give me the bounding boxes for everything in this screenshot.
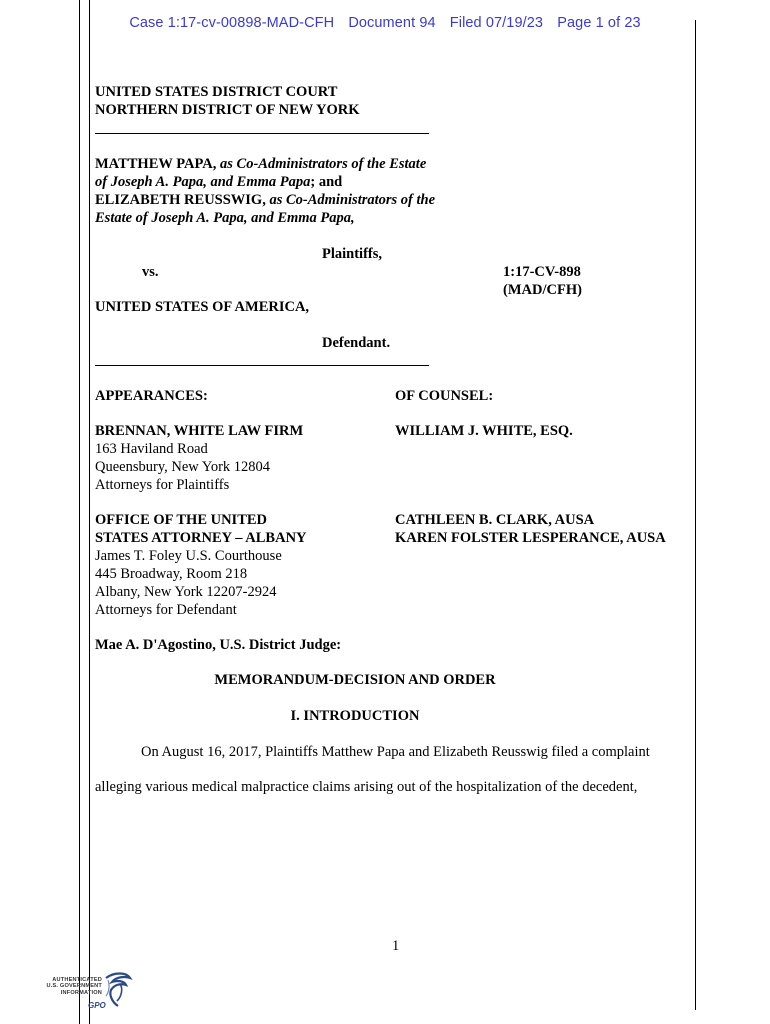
firm-2-name-1: OFFICE OF THE UNITED (95, 512, 268, 528)
left-margin-rule-outer (79, 0, 80, 1024)
plaintiffs-label: Plaintiffs, (322, 246, 383, 262)
firm-2-role: Attorneys for Defendant (95, 602, 237, 618)
plaintiff-1-role-b: of Joseph A. Papa, and Emma Papa (95, 174, 311, 190)
defendant-name: UNITED STATES OF AMERICA, (95, 299, 310, 315)
gpo-authentication-seal (44, 970, 134, 1014)
firm-2-name-2: STATES ATTORNEY – ALBANY (95, 530, 307, 546)
firm-1-role: Attorneys for Plaintiffs (95, 477, 230, 493)
filing-header (0, 14, 770, 32)
document-number: Document 94 (348, 15, 436, 31)
plaintiff-2-line-b (95, 209, 455, 227)
gpo-seal-text (44, 977, 102, 996)
body-line-2: alleging various medical malpractice claims arising out of the hospitalization of the decedent, (95, 779, 638, 795)
plaintiff-1-name: MATTHEW PAPA, (95, 156, 217, 172)
firm-2-address-3: Albany, New York 12207-2924 (95, 584, 277, 600)
document-title: MEMORANDUM-DECISION AND ORDER (214, 672, 496, 688)
appearances-heading: APPEARANCES: (95, 388, 208, 404)
case-number-line-1: 1:17-CV-898 (503, 264, 581, 280)
plaintiff-1-line-b (95, 173, 455, 191)
section-heading: I. INTRODUCTION (290, 708, 420, 724)
plaintiffs-block (95, 155, 455, 227)
firm-2-address-2: 445 Broadway, Room 218 (95, 566, 248, 582)
case-number: Case 1:17-cv-00898-MAD-CFH (129, 15, 335, 31)
plaintiff-counsel-block (95, 422, 303, 494)
firm-1-counsel: WILLIAM J. WHITE, ESQ. (395, 423, 573, 439)
defendant-label: Defendant. (322, 335, 391, 351)
caption-bottom-rule (95, 365, 429, 366)
filed-date: Filed 07/19/23 (449, 15, 544, 31)
page-count: Page 1 of 23 (557, 15, 641, 31)
page-number: 1 (392, 938, 400, 954)
caption-and: ; and (310, 174, 343, 190)
body-line-1: On August 16, 2017, Plaintiffs Matthew Papa and Elizabeth Reusswig filed a complaint (141, 744, 650, 760)
plaintiff-1-line-a (95, 155, 455, 173)
court-line-2: NORTHERN DISTRICT OF NEW YORK (95, 102, 360, 118)
defendant-counsel-block (95, 511, 307, 619)
firm-2-counsel-2: KAREN FOLSTER LESPERANCE, AUSA (395, 530, 666, 546)
plaintiff-1-role-a: as Co-Administrators of the Estate (220, 156, 427, 172)
firm-1-address-2: Queensbury, New York 12804 (95, 459, 271, 475)
gpo-line-1: AUTHENTICATED (52, 977, 102, 983)
court-name (95, 83, 360, 119)
court-line-1: UNITED STATES DISTRICT COURT (95, 84, 338, 100)
plaintiff-2-line-a (95, 191, 455, 209)
plaintiff-2-role-a: as Co-Administrators of the (269, 192, 436, 208)
of-counsel-heading: OF COUNSEL: (395, 388, 494, 404)
gpo-line-3: INFORMATION (60, 989, 102, 996)
case-number-block (503, 263, 582, 299)
judge-line: Mae A. D'Agostino, U.S. District Judge: (95, 637, 342, 653)
firm-2-counsel-block (395, 511, 666, 547)
plaintiff-2-name: ELIZABETH REUSSWIG, (95, 192, 266, 208)
plaintiff-2-role-b: Estate of Joseph A. Papa, and Emma Papa, (95, 210, 355, 226)
right-margin-rule (695, 20, 696, 1010)
firm-1-name: BRENNAN, WHITE LAW FIRM (95, 423, 304, 439)
firm-1-address-1: 163 Haviland Road (95, 441, 208, 457)
versus-label: vs. (142, 264, 159, 280)
left-margin-rule-inner (89, 0, 90, 1024)
caption-top-rule (95, 133, 429, 134)
firm-2-address-1: James T. Foley U.S. Courthouse (95, 548, 282, 564)
gpo-line-2: U.S. GOVERNMENT (46, 983, 102, 990)
gpo-mark: GPO (88, 1001, 106, 1010)
case-number-line-2: (MAD/CFH) (503, 282, 582, 298)
firm-2-counsel-1: CATHLEEN B. CLARK, AUSA (395, 512, 595, 528)
